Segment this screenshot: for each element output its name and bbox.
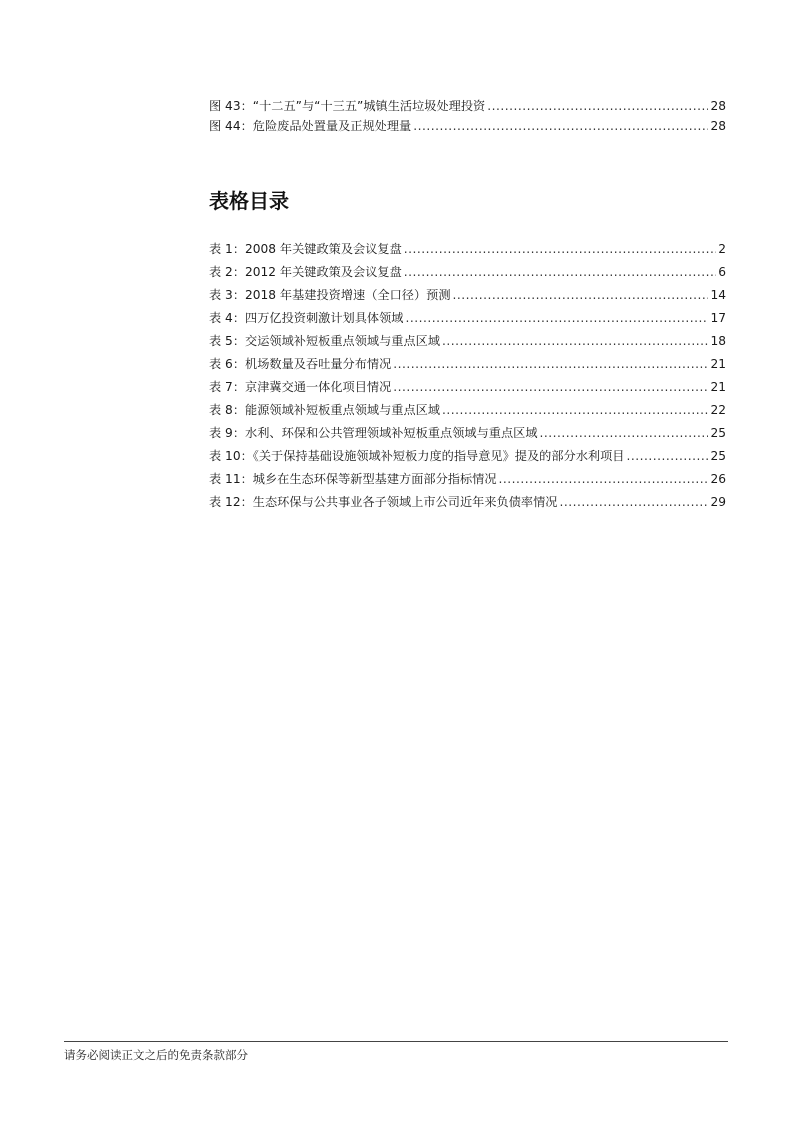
section-title: 表格目录 [209,189,289,213]
dot-leader [413,116,708,136]
dot-leader [499,468,709,491]
toc-entry-label: 图 43：“十二五”与“十三五”城镇生活垃圾处理投资 [209,99,486,113]
toc-entry-label: 表 9：水利、环保和公共管理领域补短板重点领域与重点区域 [209,426,538,440]
toc-entry-label: 表 8：能源领域补短板重点领域与重点区域 [209,403,441,417]
toc-entry[interactable] [209,261,726,284]
dot-leader [393,353,708,376]
toc-entry[interactable] [209,307,726,330]
toc-entry-page: 25 [710,449,726,463]
toc-entry-page: 29 [710,495,726,509]
dot-leader [559,491,708,514]
toc-entry[interactable] [209,353,726,376]
footer-divider [64,1041,728,1042]
toc-entry[interactable] [209,491,726,514]
dot-leader [540,422,709,445]
toc-entry[interactable] [209,96,726,116]
toc-entry-label: 表 3：2018 年基建投资增速（全口径）预测 [209,288,451,302]
toc-entry-label: 表 1：2008 年关键政策及会议复盘 [209,242,402,256]
dot-leader [626,445,708,468]
dot-leader [405,307,708,330]
toc-entry-page: 21 [710,357,726,371]
toc-entry-label: 表 5：交运领域补短板重点领域与重点区域 [209,334,441,348]
toc-entry-label: 表 4：四万亿投资刺激计划具体领域 [209,311,404,325]
toc-entry[interactable] [209,422,726,445]
dot-leader [442,330,708,353]
toc-entry-page: 6 [718,265,726,279]
toc-entry-label: 表 6：机场数量及吞吐量分布情况 [209,357,392,371]
toc-entry[interactable] [209,376,726,399]
dot-leader [453,284,709,307]
dot-leader [404,238,716,261]
toc-entry-label: 表 11：城乡在生态环保等新型基建方面部分指标情况 [209,472,497,486]
toc-entry-page: 25 [710,426,726,440]
dot-leader [393,376,708,399]
toc-entry-page: 14 [710,288,726,302]
toc-entry[interactable] [209,284,726,307]
toc-entry-page: 18 [710,334,726,348]
toc-entry-label: 表 12：生态环保与公共事业各子领域上市公司近年来负债率情况 [209,495,558,509]
toc-entry-page: 2 [718,242,726,256]
toc-entry-page: 28 [710,119,726,133]
table-list [209,238,726,514]
dot-leader [487,96,708,116]
toc-entry-page: 28 [710,99,726,113]
toc-entry-label: 表 2：2012 年关键政策及会议复盘 [209,265,402,279]
toc-entry-label: 表 7：京津冀交通一体化项目情况 [209,380,392,394]
toc-entry[interactable] [209,468,726,491]
toc-entry-label: 表 10：《关于保持基础设施领域补短板力度的指导意见》提及的部分水利项目 [209,449,625,463]
toc-entry[interactable] [209,445,726,468]
toc-entry[interactable] [209,330,726,353]
toc-entry-label: 图 44：危险废品处置量及正规处理量 [209,119,412,133]
toc-entry[interactable] [209,116,726,136]
dot-leader [404,261,716,284]
toc-entry-page: 21 [710,380,726,394]
toc-entry[interactable] [209,399,726,422]
toc-entry-page: 22 [710,403,726,417]
toc-entry-page: 17 [710,311,726,325]
figure-list [209,96,726,136]
footer-disclaimer: 请务必阅读正文之后的免责条款部分 [64,1048,248,1062]
toc-entry-page: 26 [710,472,726,486]
dot-leader [442,399,708,422]
toc-entry[interactable] [209,238,726,261]
